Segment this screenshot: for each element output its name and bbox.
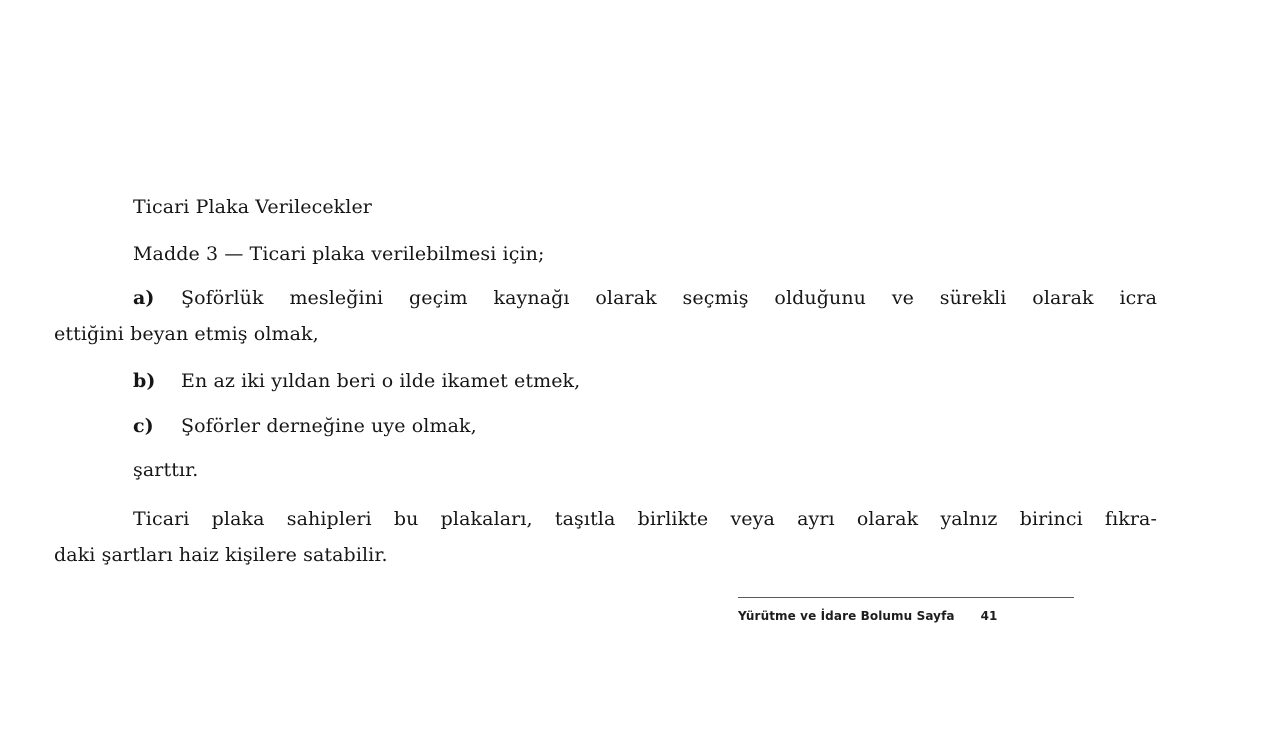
list-item-text: En az iki yıldan beri o ilde ikamet etmek, bbox=[181, 370, 581, 392]
paragraph-line-continuation: daki şartları haiz kişilere satabilir. bbox=[54, 544, 388, 566]
page-footer bbox=[738, 609, 998, 623]
list-item-text: Şoförler derneğine uye olmak, bbox=[181, 415, 477, 437]
list-item-label: a) bbox=[133, 287, 155, 309]
list-item-c bbox=[133, 414, 477, 438]
footer-section-label: Yürütme ve İdare Bolumu Sayfa bbox=[738, 609, 955, 623]
list-item-label: c) bbox=[133, 415, 154, 437]
list-item-label: b) bbox=[133, 370, 156, 392]
article-heading: Ticari Plaka Verilecekler bbox=[133, 196, 372, 218]
closing-word: şarttır. bbox=[133, 459, 199, 481]
footer-divider bbox=[738, 597, 1074, 598]
page-number: 41 bbox=[980, 609, 998, 623]
paragraph-line: Ticari plaka sahipleri bu plakaları, taşıtla birlikte veya ayrı olarak yalnız birinci fıkra- bbox=[133, 508, 1157, 530]
list-item-text: Şoförlük mesleğini geçim kaynağı olarak seçmiş olduğunu ve sürekli olarak icra bbox=[181, 287, 1157, 309]
article-title: Madde 3 — Ticari plaka verilebilmesi için; bbox=[133, 243, 545, 265]
list-item-a-continuation: ettiğini beyan etmiş olmak, bbox=[54, 323, 319, 345]
list-item-a bbox=[133, 286, 1157, 310]
list-item-b bbox=[133, 369, 580, 393]
